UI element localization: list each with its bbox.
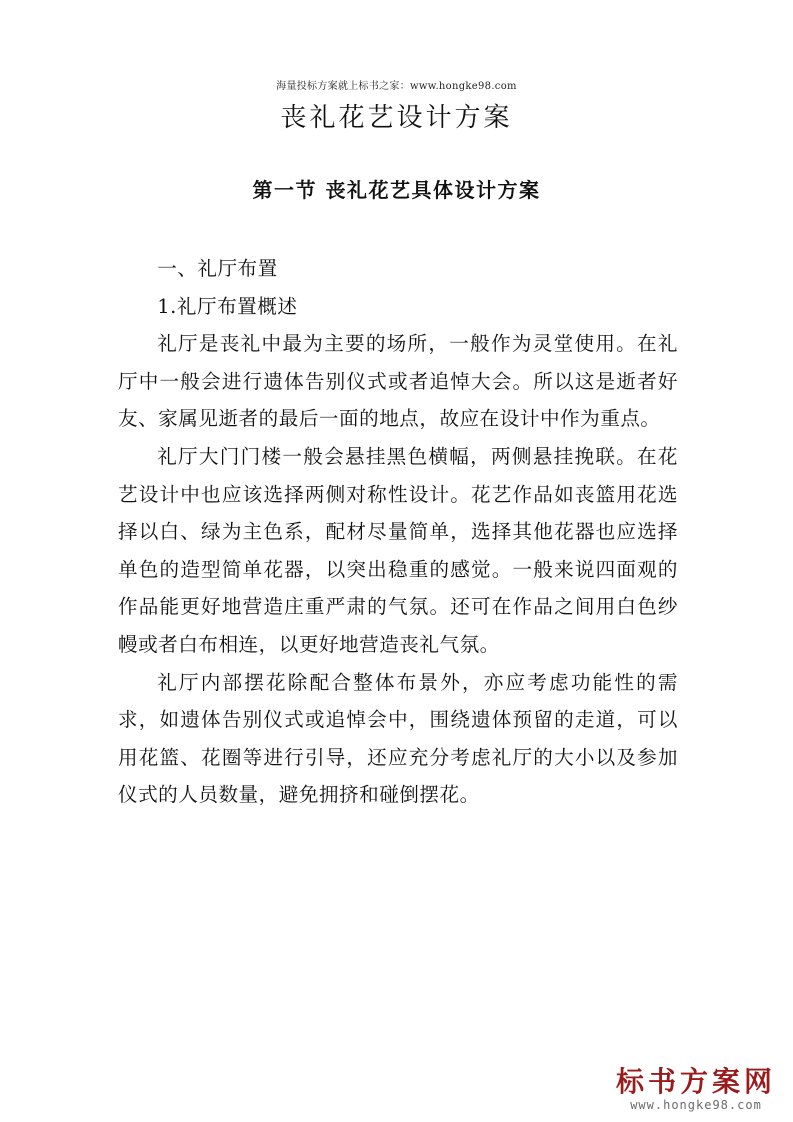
heading-hall-layout: 一、礼厅布置: [157, 257, 278, 280]
paragraph-3: 礼厅内部摆花除配合整体布景外，亦应考虑功能性的需求，如遗体告别仪式或追悼会中，围绕遗体预留的走道，可以用花篮、花圈等进行引导，还应充分考虑礼厅的大小以及参加仪式的人员数量，避免拥挤和碰倒摆花。: [118, 670, 678, 807]
watermark-url: www.hongke98.com: [630, 1098, 762, 1112]
document-body: [118, 250, 678, 814]
heading-hall-layout-overview: 1.礼厅布置概述: [157, 294, 298, 318]
section-title: 第一节 丧礼花艺具体设计方案: [252, 178, 541, 202]
header-note: 海量投标方案就上标书之家：www.hongke98.com: [276, 81, 517, 92]
paragraph-1: 礼厅是丧礼中最为主要的场所，一般作为灵堂使用。在礼厅中一般会进行遗体告别仪式或者追悼大会。所以这是逝者好友、家属见逝者的最后一面的地点，故应在设计中作为重点。: [118, 332, 678, 431]
watermark-title: 标书方案网: [615, 1065, 776, 1098]
watermark-logo: [611, 1066, 781, 1112]
paragraph-2: 礼厅大门门楼一般会悬挂黑色横幅，两侧悬挂挽联。在花艺设计中也应该选择两侧对称性设计。花艺作品如丧篮用花选择以白、绿为主色系，配材尽量简单，选择其他花器也应选择单色的造型简单花器，以突出稳重的感觉。一般来说四面观的作品能更好地营造庄重严肃的气氛。还可在作品之间用白色纱幔或者白布相连，以更好地营造丧礼气氛。: [118, 444, 678, 656]
document-title: 丧礼花艺设计方案: [280, 103, 513, 133]
